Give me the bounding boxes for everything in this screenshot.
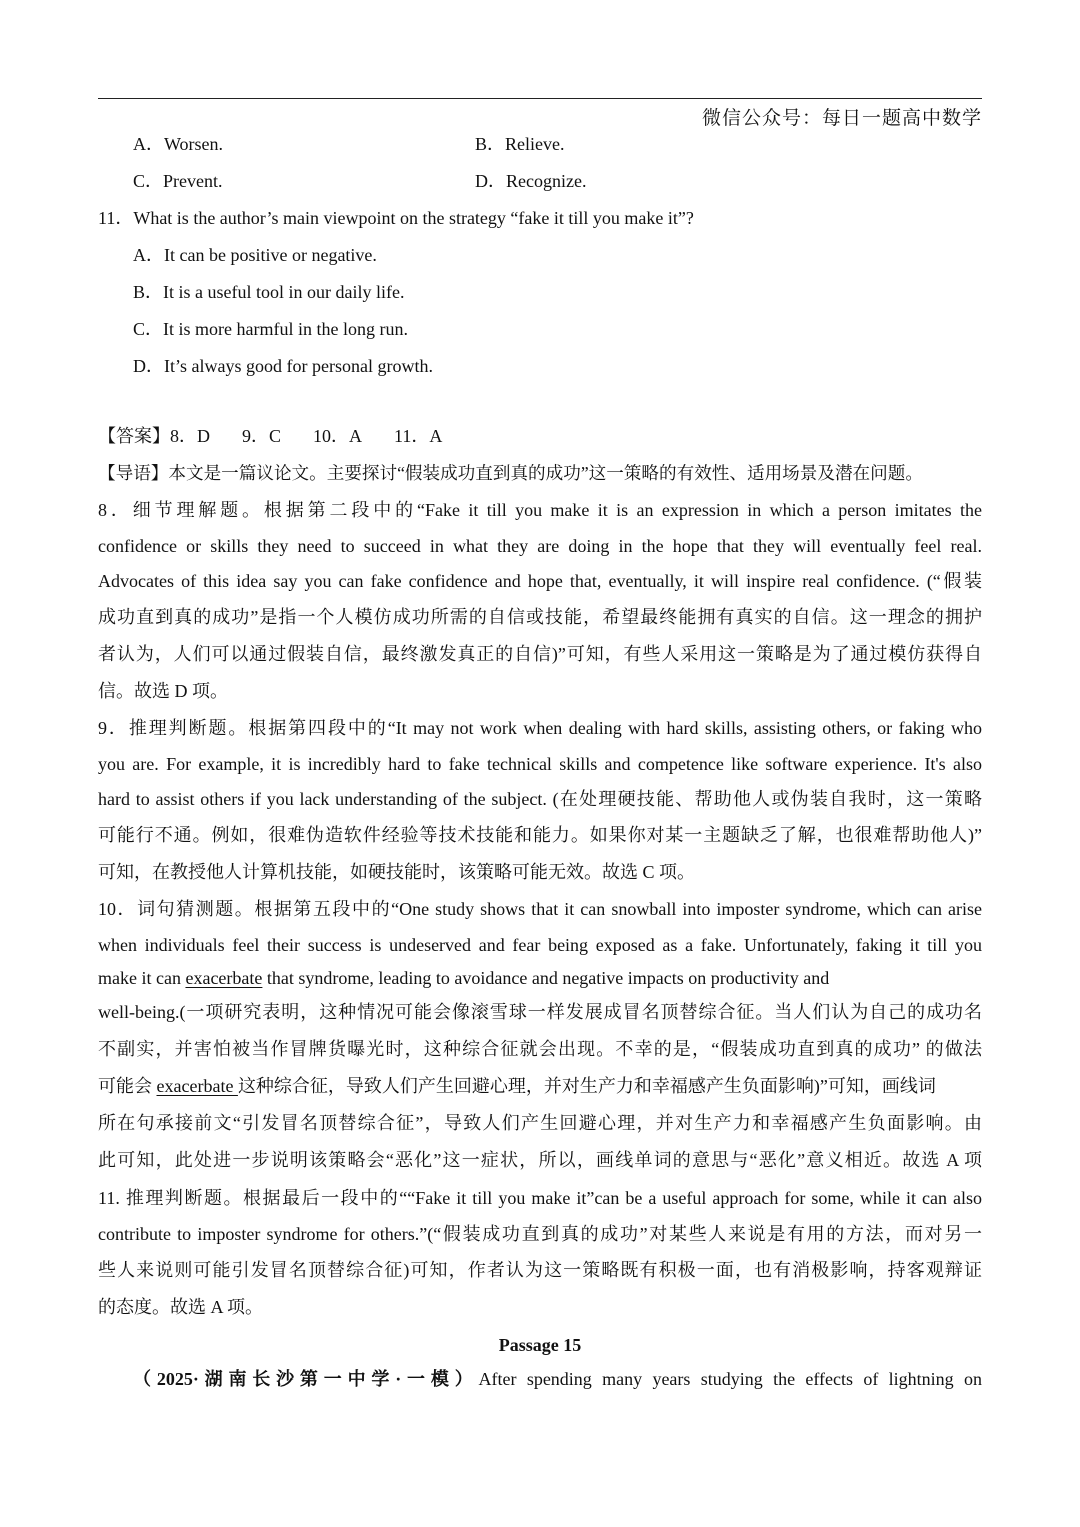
q11-option-a: A．It can be positive or negative. [133, 245, 377, 265]
exp10-line [98, 1074, 982, 1098]
exp8-line: confidence or skills they need to succeed in what they are doing in the hope that they will eventually feel real. [98, 536, 982, 556]
q10-option-b: B．Relieve. [475, 134, 565, 154]
exp10-line: 不副实，并害怕被当作冒牌货曝光时，这种综合征就会出现。不幸的是，“假装成功直到真的成功” 的做法 [98, 1039, 982, 1059]
exp10-line: well-being.(一项研究表明，这种情况可能会像滚雪球一样发展成冒名顶替综合征。当人们认为自己的成功名 [98, 1002, 982, 1022]
exp8-line: 信。故选 D 项。 [98, 681, 228, 701]
underlined-word: exacerbate [185, 968, 263, 988]
exp9-line: 可能行不通。例如，很难伪造软件经验等技术技能和能力。如果你对某一主题缺乏了解，也很难帮助他人)” [98, 825, 982, 845]
exp10-line [98, 966, 829, 990]
exp10-text: 可能会 [98, 1076, 157, 1096]
passage-first-line [133, 1367, 982, 1391]
q11-stem: 11．What is the author’s main viewpoint on the strategy “fake it till you make it”? [98, 208, 694, 228]
answer-line [98, 424, 442, 448]
passage-source: （2025·湖南长沙第一中学·一模） [133, 1369, 479, 1389]
header-rule [98, 98, 982, 99]
underlined-word: exacerbate [156, 1076, 238, 1096]
header-note: 微信公众号：每日一题高中数学 [701, 107, 982, 129]
q10-option-d: D．Recognize. [475, 171, 587, 191]
exp10-line: 10．词句猜测题。根据第五段中的“One study shows that it can snowball into imposter syndrome, which can arise [98, 899, 982, 919]
exp8-line: Advocates of this idea say you can fake confidence and hope that, eventually, it will inspire real confidence. (“假装 [98, 571, 982, 591]
exp9-line: you are. For example, it is incredibly hard to fake technical skills and competence like software experience. It's also [98, 754, 982, 774]
exp9-line: hard to assist others if you lack understanding of the subject. (在处理硬技能、帮助他人或伪装自我时，这一策略 [98, 789, 982, 809]
answer-label: 【答案】 [98, 426, 170, 446]
exp9-line: 可知，在教授他人计算机技能，如硬技能时，该策略可能无效。故选 C 项。 [98, 862, 696, 882]
q10-option-c: C．Prevent. [133, 171, 223, 191]
answer-item: 11．A [394, 426, 443, 446]
exp10-text: that syndrome, leading to avoidance and negative impacts on productivity and [262, 968, 830, 988]
exp10-line: 此可知，此处进一步说明该策略会“恶化”这一症状，所以，画线单词的意思与“恶化”意义相近。故选 A 项 [98, 1150, 982, 1170]
answer-item: 9．C [242, 426, 282, 446]
passage-text: After spending many years studying the effects of lightning on [478, 1369, 982, 1389]
q10-option-a: A．Worsen. [133, 134, 224, 154]
exp11-line: 些人来说则可能引发冒名顶替综合征)可知，作者认为这一策略既有积极一面，也有消极影响，持客观辩证 [98, 1260, 982, 1280]
exp10-line: when individuals feel their success is undeserved and fear being exposed as a fake. Unfortunately, faking it till you [98, 935, 982, 955]
intro-text: 【导语】本文是一篇议论文。主要探讨“假装成功直到真的成功”这一策略的有效性、适用场景及潜在问题。 [98, 463, 923, 483]
q11-option-d: D．It’s always good for personal growth. [133, 356, 433, 376]
answer-item: 10．A [313, 426, 363, 446]
exp10-line: 所在句承接前文“引发冒名顶替综合征”，导致人们产生回避心理，并对生产力和幸福感产生负面影响。由 [98, 1113, 982, 1133]
answer-item: 8．D [170, 426, 210, 446]
passage-title: Passage 15 [498, 1335, 582, 1355]
q11-option-c: C．It is more harmful in the long run. [133, 319, 408, 339]
exp8-line: 者认为，人们可以通过假装自信，最终激发真正的自信)”可知，有些人采用这一策略是为了通过模仿获得自 [98, 644, 982, 664]
q11-option-b: B．It is a useful tool in our daily life. [133, 282, 405, 302]
exp8-line: 成功直到真的成功”是指一个人模仿成功所需的自信或技能，希望最终能拥有真实的自信。这一理念的拥护 [98, 607, 982, 627]
exp10-text: make it can [98, 968, 186, 988]
exp11-line: 11. 推理判断题。根据最后一段中的““Fake it till you make it”can be a useful approach for some, while it can also [98, 1188, 982, 1208]
exp9-line: 9．推理判断题。根据第四段中的“It may not work when dealing with hard skills, assisting others, or faking who [98, 718, 982, 738]
exp8-line: 8．细节理解题。根据第二段中的“Fake it till you make it is an expression in which a person imitates the [98, 500, 982, 520]
exp10-text: 这种综合征，导致人们产生回避心理，并对生产力和幸福感产生负面影响)”可知，画线词 [237, 1076, 936, 1096]
exp11-line: 的态度。故选 A 项。 [98, 1297, 264, 1317]
exp11-line: contribute to imposter syndrome for others.”(“假装成功直到真的成功”对某些人来说是有用的方法，而对另一 [98, 1224, 982, 1244]
